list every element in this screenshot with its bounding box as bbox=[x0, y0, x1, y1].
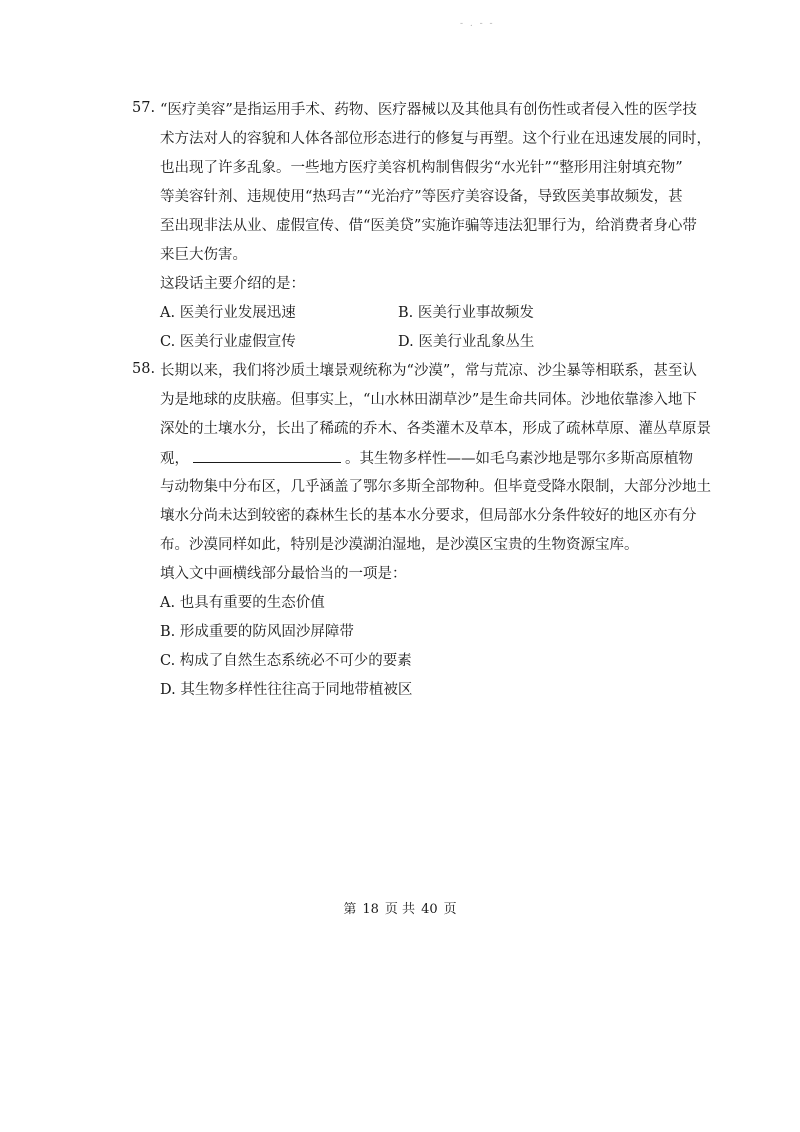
passage-line: 来巨大伤害。 bbox=[160, 247, 247, 263]
option-b[interactable]: B. 形成重要的防风固沙屏障带 bbox=[160, 624, 354, 640]
fill-in-blank bbox=[193, 448, 341, 463]
passage-fragment: 观， bbox=[160, 451, 189, 467]
page-label: 页 共 bbox=[384, 902, 416, 917]
question-prompt: 填入文中画横线部分最恰当的一项是： bbox=[160, 566, 407, 582]
passage-line-with-blank bbox=[160, 448, 693, 469]
page-label: 页 bbox=[443, 902, 457, 917]
passage-line: 与动物集中分布区，几乎涵盖了鄂尔多斯全部物种。但毕竟受降水限制，大部分沙地土 bbox=[160, 479, 711, 495]
question-number: 57. bbox=[132, 100, 156, 116]
option-d[interactable]: D. 医美行业乱象丛生 bbox=[398, 334, 535, 350]
passage-line: 术方法对人的容貌和人体各部位形态进行的修复与再塑。这个行业在迅速发展的同时， bbox=[160, 131, 711, 147]
option-c[interactable]: C. 医美行业虚假宣传 bbox=[160, 334, 296, 350]
passage-line: 至出现非法从业、虚假宣传、借“医美贷”实施诈骗等违法犯罪行为，给消费者身心带 bbox=[160, 218, 697, 234]
question-number: 58. bbox=[132, 361, 156, 377]
passage-line: 长期以来，我们将沙质土壤景观统称为“沙漠”，常与荒凉、沙尘暴等相联系，甚至认 bbox=[160, 363, 697, 379]
passage-line: “医疗美容”是指运用手术、药物、医疗器械以及其他具有创伤性或者侵入性的医学技 bbox=[160, 102, 697, 118]
option-d[interactable]: D. 其生物多样性往往高于同地带植被区 bbox=[160, 682, 413, 698]
option-c[interactable]: C. 构成了自然生态系统必不可少的要素 bbox=[160, 653, 412, 669]
option-b[interactable]: B. 医美行业事故频发 bbox=[398, 305, 534, 321]
scan-artifact: - . - - bbox=[460, 19, 495, 29]
passage-line: 也出现了许多乱象。一些地方医疗美容机构制售假劣“水光针”“整形用注射填充物” bbox=[160, 160, 683, 176]
passage-line: 布。沙漠同样如此，特别是沙漠湖泊湿地，是沙漠区宝贵的生物资源宝库。 bbox=[160, 537, 639, 553]
passage-line: 为是地球的皮肤癌。但事实上，“山水林田湖草沙”是生命共同体。沙地依靠渗入地下 bbox=[160, 392, 697, 408]
page-total: 40 bbox=[421, 902, 438, 917]
passage-line: 等美容针剂、违规使用“热玛吉”“光治疗”等医疗美容设备，导致医美事故频发，甚 bbox=[160, 189, 683, 205]
question-prompt: 这段话主要介绍的是： bbox=[160, 276, 305, 292]
passage-line: 壤水分尚未达到较密的森林生长的基本水分要求，但局部水分条件较好的地区亦有分 bbox=[160, 508, 697, 524]
option-a[interactable]: A. 医美行业发展迅速 bbox=[160, 305, 296, 321]
option-a[interactable]: A. 也具有重要的生态价值 bbox=[160, 595, 325, 611]
page-current: 18 bbox=[362, 902, 379, 917]
passage-line: 深处的土壤水分，长出了稀疏的乔木、各类灌木及草本，形成了疏林草原、灌丛草原景 bbox=[160, 421, 711, 437]
passage-fragment: 。其生物多样性——如毛乌素沙地是鄂尔多斯高原植物 bbox=[345, 451, 693, 467]
page-label: 第 bbox=[343, 902, 357, 917]
page-footer bbox=[0, 900, 800, 920]
